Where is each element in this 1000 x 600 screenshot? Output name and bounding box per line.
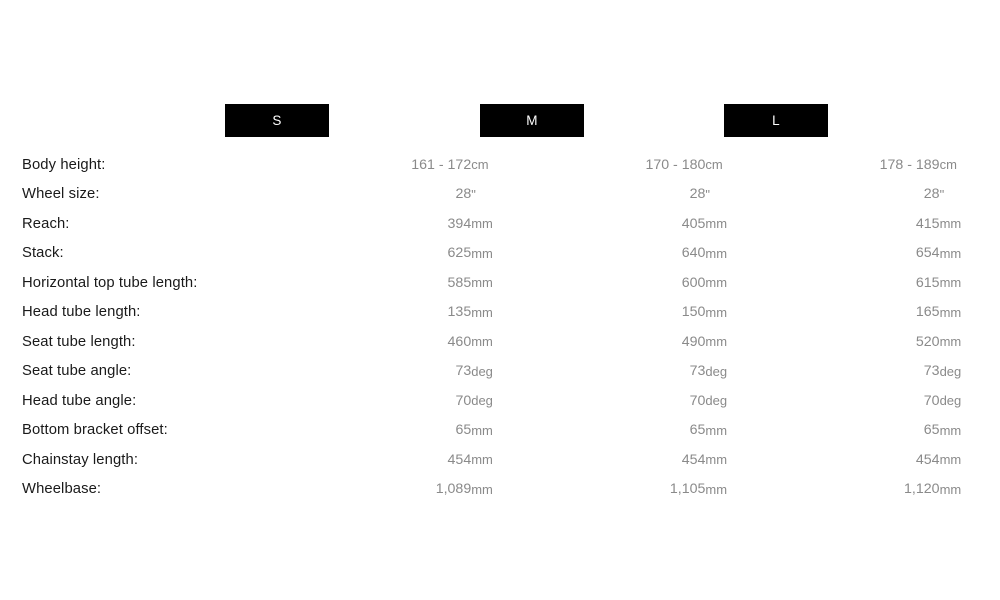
row-value-m: 1,105 [669,481,706,498]
row-unit-m: mm [705,422,728,438]
row-value-l: 73 [923,363,940,380]
table-row [22,327,978,357]
row-unit-l: mm [939,422,962,438]
column-spacer [510,298,578,328]
column-spacer [744,239,812,269]
table-row [22,239,978,269]
row-value-l: 178 - 189 [879,156,940,173]
row-unit-l: mm [939,245,962,261]
row-unit-m: mm [705,275,728,291]
table-row [22,475,978,505]
row-value-l: 165 [915,304,940,321]
column-spacer [744,386,812,416]
row-unit-m: mm [705,452,728,468]
column-spacer [744,298,812,328]
row-value-l: 415 [915,215,940,232]
table-row [22,445,978,475]
column-spacer [744,475,812,505]
column-spacer [510,268,578,298]
row-unit-m: deg [705,363,728,379]
row-unit-l: deg [939,363,962,379]
row-value-m: 65 [689,422,706,439]
row-value-s: 460 [447,333,472,350]
row-unit-l: mm [939,452,962,468]
row-unit-s: mm [471,481,493,497]
table-row [22,150,978,180]
row-label: Stack: [22,245,64,262]
row-unit-l: mm [939,481,962,497]
row-unit-l: mm [939,334,962,350]
row-value-s: 1,089 [435,481,472,498]
row-unit-m: cm [705,157,723,173]
column-spacer [510,475,578,505]
row-value-l: 454 [915,451,940,468]
row-value-m: 640 [681,245,706,262]
size-header-s-label: S [272,113,282,128]
row-label: Seat tube length: [22,333,136,350]
row-unit-m: mm [705,304,728,320]
row-unit-m: mm [705,245,728,261]
row-label: Head tube angle: [22,392,137,409]
table-row [22,268,978,298]
geometry-table [22,150,978,504]
row-unit-s: cm [471,157,489,173]
row-value-m: 170 - 180 [645,156,706,173]
row-label: Wheel size: [22,186,100,203]
row-value-m: 73 [689,363,706,380]
row-unit-s: mm [471,304,493,320]
row-value-s: 28 [455,186,472,203]
row-label: Chainstay length: [22,451,139,468]
row-value-s: 454 [447,451,472,468]
row-unit-s: deg [471,363,493,379]
row-label: Head tube length: [22,304,141,321]
row-label: Body height: [22,156,106,173]
table-row [22,357,978,387]
row-unit-s: mm [471,334,493,350]
row-unit-s: " [471,186,476,202]
row-unit-m: " [705,186,711,202]
row-label: Seat tube angle: [22,363,132,380]
row-unit-l: " [939,186,945,202]
table-row [22,209,978,239]
row-unit-s: mm [471,245,493,261]
row-value-l: 1,120 [904,481,940,498]
column-spacer [510,150,578,180]
column-spacer [510,209,578,239]
row-unit-l: mm [939,304,962,320]
table-row [22,416,978,446]
column-spacer [744,209,812,239]
row-label: Wheelbase: [22,481,102,498]
size-header-m [480,104,584,137]
row-value-m: 600 [681,274,706,291]
row-label: Horizontal top tube length: [22,274,198,291]
row-value-s: 70 [455,392,472,409]
row-unit-s: mm [471,422,493,438]
column-spacer [510,386,578,416]
column-spacer [744,268,812,298]
row-unit-l: cm [939,157,957,173]
row-unit-l: mm [939,275,962,291]
column-spacer [744,150,812,180]
row-value-s: 73 [455,363,472,380]
size-header-s [225,104,329,137]
column-spacer [510,445,578,475]
row-unit-m: mm [705,216,728,232]
size-header-l [724,104,828,137]
row-value-s: 161 - 172 [411,156,472,173]
row-unit-s: mm [471,216,493,232]
row-value-s: 625 [447,245,472,262]
row-value-m: 150 [681,304,706,321]
row-value-s: 135 [447,304,472,321]
size-header-row [0,104,1000,138]
row-value-l: 28 [923,186,940,203]
column-spacer [510,239,578,269]
row-unit-s: mm [471,275,493,291]
row-value-l: 654 [915,245,940,262]
row-unit-m: mm [705,334,728,350]
row-label: Reach: [22,215,70,232]
row-value-m: 405 [681,215,706,232]
row-value-m: 70 [689,392,706,409]
row-value-l: 520 [915,333,940,350]
column-spacer [510,180,578,210]
row-value-l: 615 [915,274,940,291]
row-unit-m: mm [705,481,728,497]
row-value-l: 65 [923,422,940,439]
table-row [22,180,978,210]
table-row [22,386,978,416]
column-spacer [744,445,812,475]
size-header-l-label: L [772,113,780,128]
row-unit-m: deg [705,393,728,409]
row-label: Bottom bracket offset: [22,422,168,439]
row-unit-s: deg [471,393,493,409]
size-header-m-label: M [526,113,538,128]
row-value-s: 585 [447,274,472,291]
column-spacer [510,357,578,387]
row-value-m: 28 [689,186,706,203]
row-unit-l: mm [939,216,962,232]
row-value-m: 490 [681,333,706,350]
column-spacer [744,327,812,357]
row-value-m: 454 [681,451,706,468]
row-unit-s: mm [471,452,493,468]
row-value-s: 394 [447,215,472,232]
table-row [22,298,978,328]
column-spacer [744,416,812,446]
row-value-s: 65 [455,422,472,439]
row-value-l: 70 [923,392,940,409]
row-unit-l: deg [939,393,962,409]
column-spacer [510,327,578,357]
column-spacer [744,357,812,387]
column-spacer [510,416,578,446]
column-spacer [744,180,812,210]
